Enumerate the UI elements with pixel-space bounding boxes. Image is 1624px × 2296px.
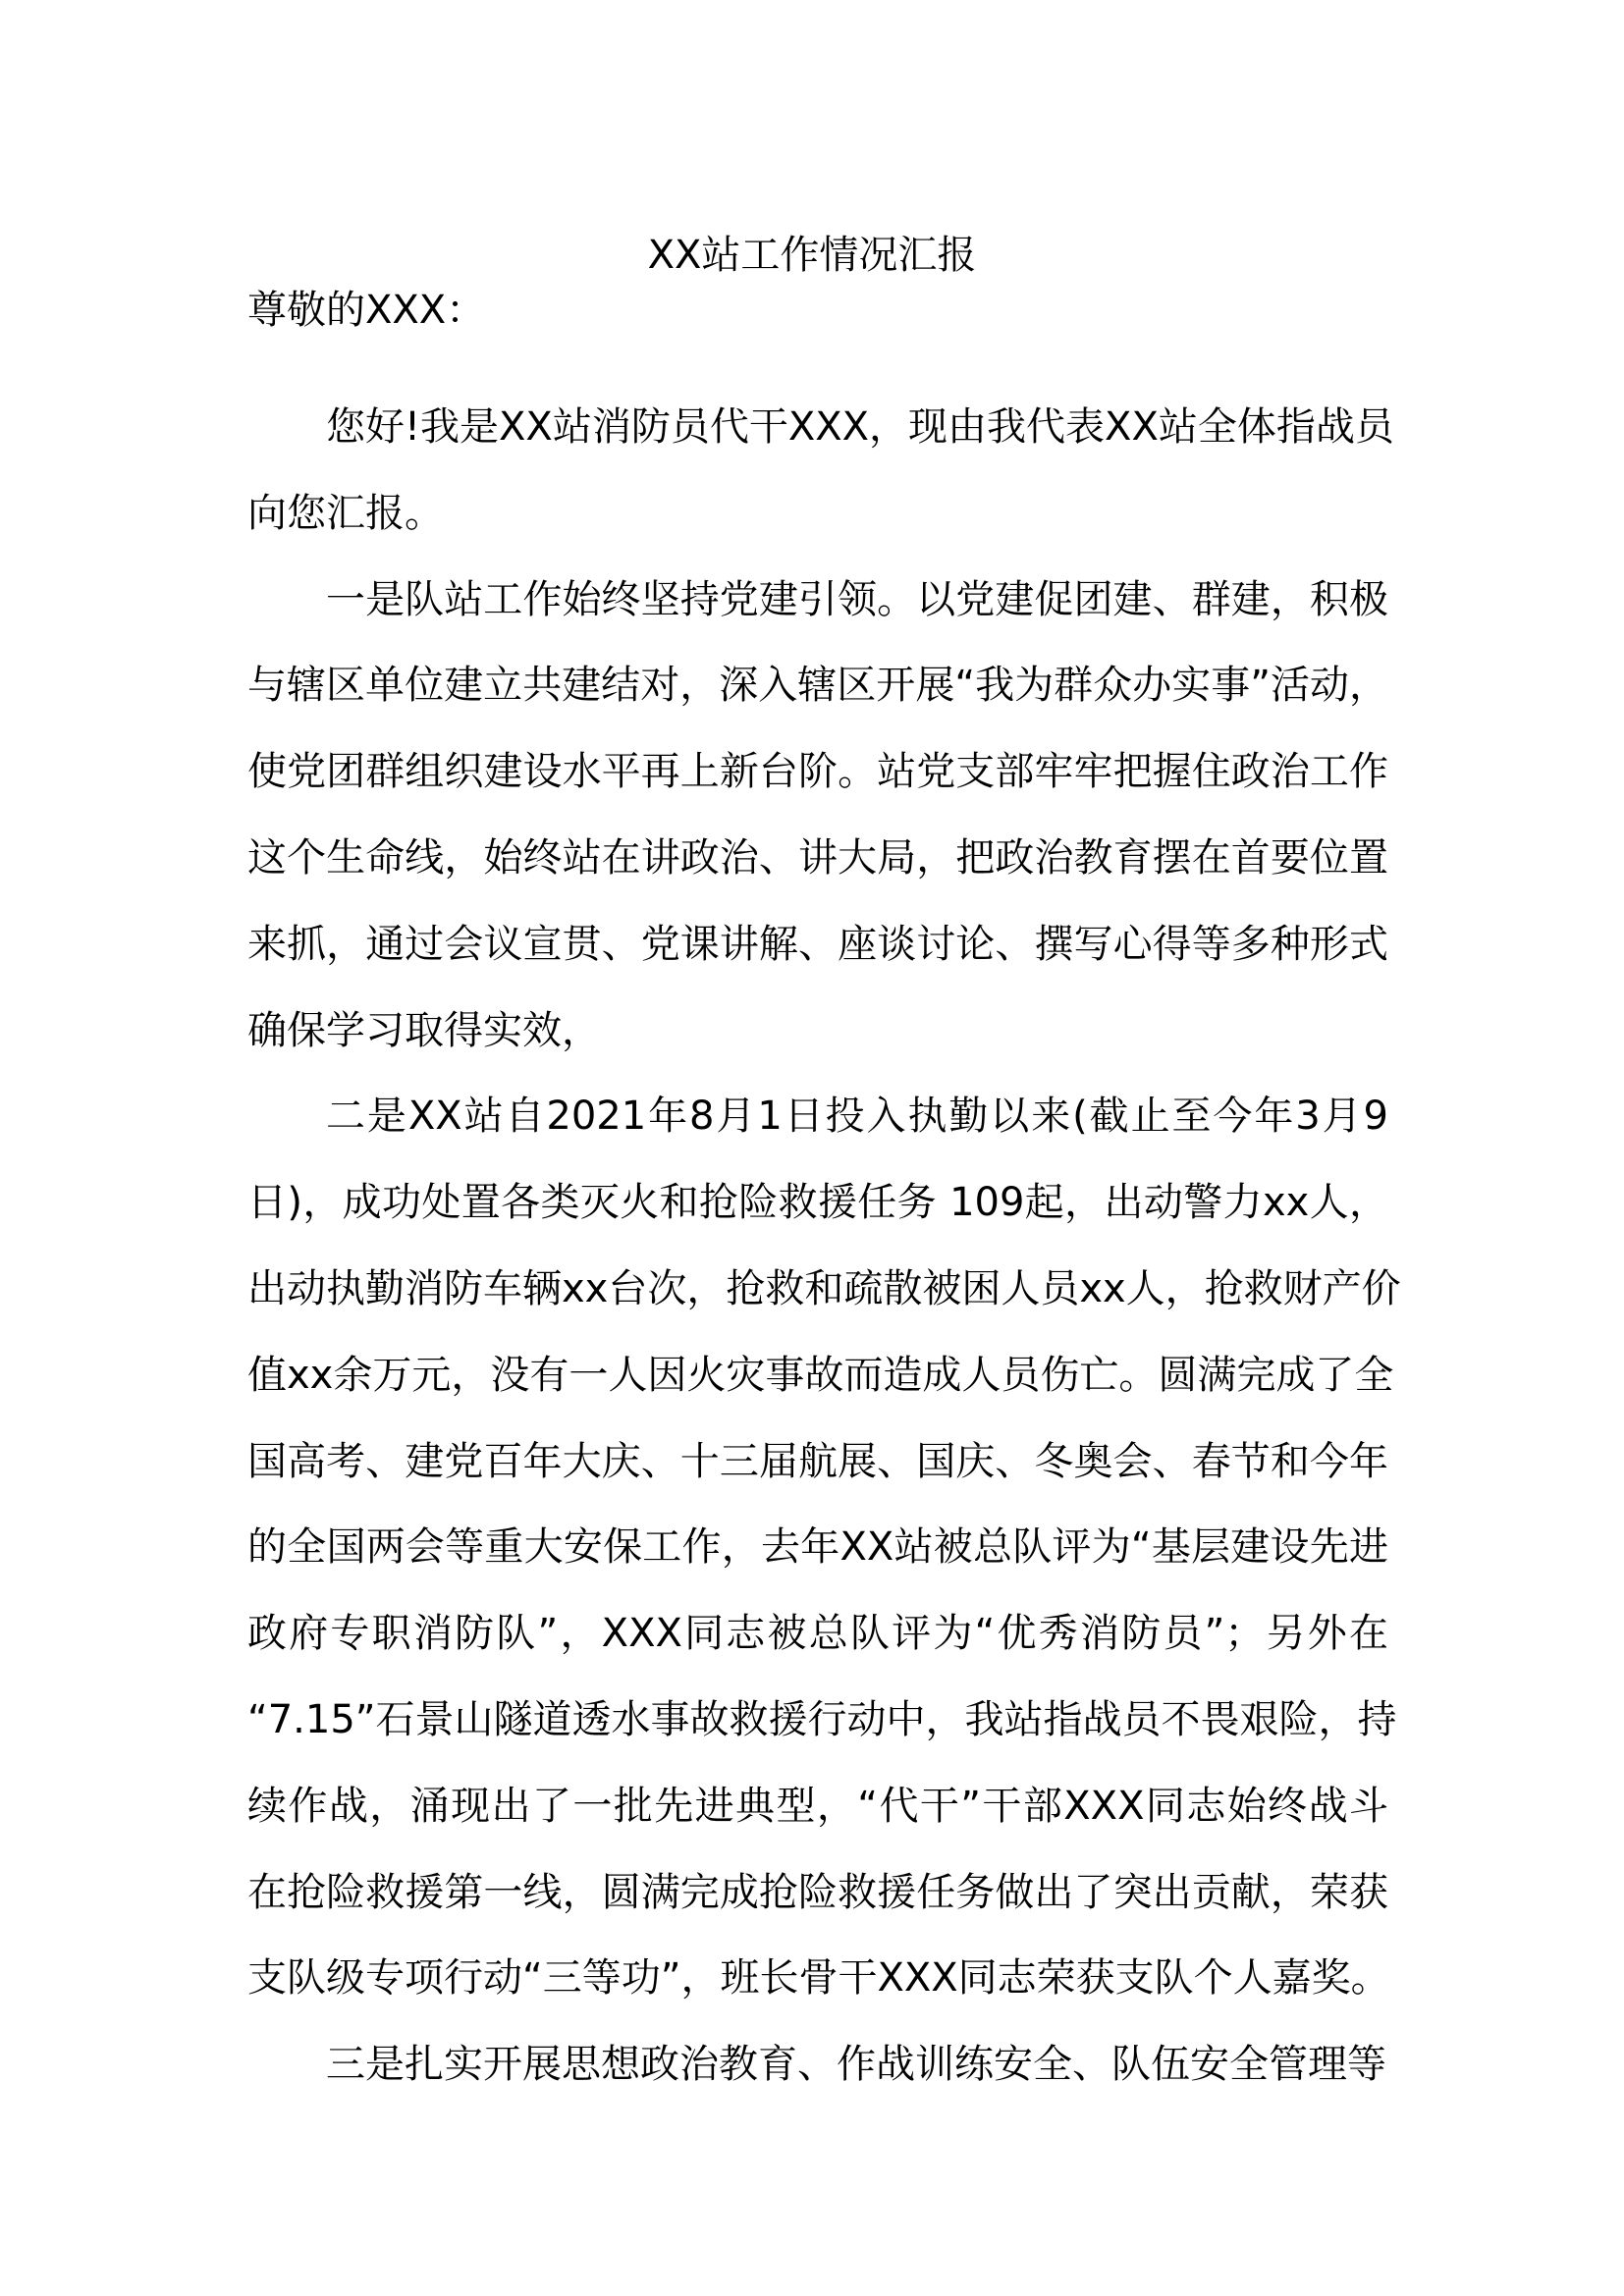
paragraph xyxy=(247,2022,1388,2109)
paragraph xyxy=(247,558,1388,1075)
greeting: 尊敬的XXX： xyxy=(247,288,486,333)
paragraph-line: 一是队站工作始终坚持党建引领。以党建促团建、群建，积极 xyxy=(326,576,1388,622)
paragraph-line: 日)，成功处置各类灭火和抢险救援任务 109起，出动警力xx人， xyxy=(247,1180,1388,1226)
paragraph-line: 向您汇报。 xyxy=(247,490,444,536)
paragraph-line: 二是XX站自2021年8月1日投入执勤以来(截止至今年3月9 xyxy=(326,1094,1388,1140)
paragraph-line: “7.15”石景山隧道透水事故救援行动中，我站指战员不畏艰险，持 xyxy=(247,1696,1397,1742)
document-title: XX站工作情况汇报 xyxy=(647,233,977,278)
paragraph-line: 这个生命线，始终站在讲政治、讲大局，把政治教育摆在首要位置 xyxy=(247,834,1388,881)
paragraph xyxy=(247,385,1394,558)
paragraph-line: 出动执勤消防车辆xx台次，抢救和疏散被困人员xx人，抢救财产价 xyxy=(247,1265,1401,1311)
paragraph-line: 政府专职消防队”，XXX同志被总队评为“优秀消防员”；另外在 xyxy=(247,1611,1388,1657)
paragraph-line: 在抢险救援第一线，圆满完成抢险救援任务做出了突出贡献，荣获 xyxy=(247,1869,1388,1915)
paragraph-line: 的全国两会等重大安保工作，去年XX站被总队评为“基层建设先进 xyxy=(247,1524,1388,1571)
paragraph-line: 值xx余万元，没有一人因火灾事故而造成人员伤亡。圆满完成了全 xyxy=(247,1352,1394,1398)
paragraph-line: 三是扎实开展思想政治教育、作战训练安全、队伍安全管理等 xyxy=(326,2042,1386,2088)
paragraph-line: 续作战，涌现出了一批先进典型，“代干”干部XXX同志始终战斗 xyxy=(247,1783,1388,1829)
paragraph-line: 使党团群组织建设水平再上新台阶。站党支部牢牢把握住政治工作 xyxy=(247,749,1388,795)
paragraph-line: 来抓，通过会议宣贯、党课讲解、座谈讨论、撰写心得等多种形式 xyxy=(247,921,1388,967)
paragraph-line: 支队级专项行动“三等功”，班长骨干XXX同志荣获支队个人嘉奖。 xyxy=(247,1955,1390,2002)
paragraph-line: 您好!我是XX站消防员代干XXX，现由我代表XX站全体指战员 xyxy=(326,404,1394,450)
paragraph-line: 与辖区单位建立共建结对，深入辖区开展“我为群众办实事”活动， xyxy=(247,663,1388,709)
paragraph xyxy=(247,1074,1401,2022)
paragraph-line: 确保学习取得实效， xyxy=(247,1007,601,1053)
paragraph-line: 国高考、建党百年大庆、十三届航展、国庆、冬奥会、春节和今年 xyxy=(247,1438,1388,1484)
document-body xyxy=(247,385,1401,2109)
